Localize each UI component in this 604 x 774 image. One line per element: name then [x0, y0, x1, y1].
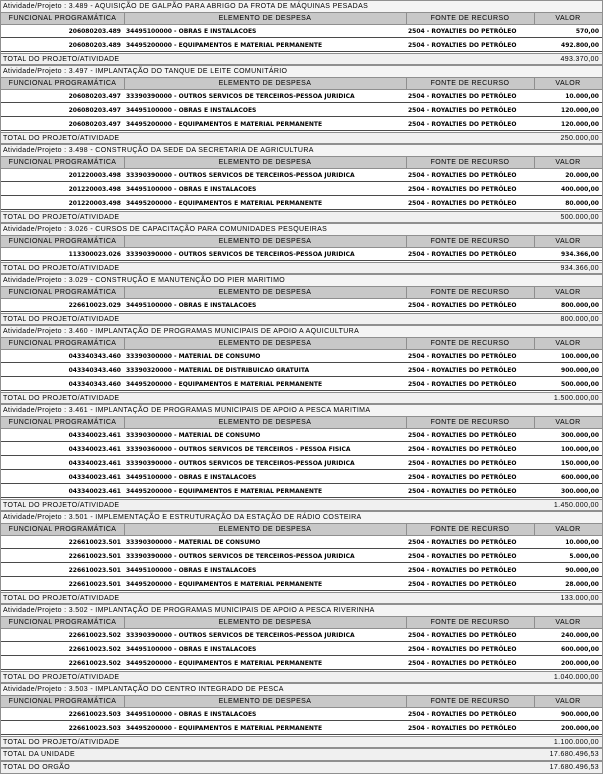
- funcional-cell: 226610023.501: [68, 567, 121, 574]
- table-header: [0, 523, 603, 536]
- elemento-cell: 34495100000 - OBRAS E INSTALACOES: [126, 28, 257, 35]
- valor-cell: 570,00: [575, 28, 599, 35]
- valor-cell: 400.000,00: [561, 186, 599, 193]
- project-title: Atividade/Projeto : 3.029 - CONSTRUÇÃO E MANUTENÇÃO DO PIER MARITIMO: [0, 274, 603, 286]
- table-row: [0, 457, 603, 471]
- total-label: TOTAL DO PROJETO/ATIVIDADE: [3, 502, 120, 509]
- project-total-row: [0, 736, 603, 748]
- total-label: TOTAL DO PROJETO/ATIVIDADE: [3, 316, 120, 323]
- fonte-cell: 2504 - ROYALTIES DO PETRÓLEO: [408, 381, 517, 388]
- column-header-fonte: FONTE DE RECURSO: [406, 696, 535, 709]
- table-row: [0, 39, 603, 53]
- elemento-cell: 34495200000 - EQUIPAMENTOS E MATERIAL PERMANENTE: [126, 121, 323, 128]
- table-row: [0, 104, 603, 118]
- table-row: [0, 364, 603, 378]
- column-header-fonte: FONTE DE RECURSO: [406, 524, 535, 537]
- column-header-elemento: ELEMENTO DE DESPESA: [124, 524, 407, 537]
- table-row: [0, 299, 603, 313]
- column-header-funcional: FUNCIONAL PROGRAMÁTICA: [1, 78, 125, 91]
- column-header-fonte: FONTE DE RECURSO: [406, 157, 535, 170]
- table-row: [0, 536, 603, 550]
- funcional-cell: 206080203.489: [68, 28, 121, 35]
- column-header-elemento: ELEMENTO DE DESPESA: [124, 13, 407, 26]
- column-header-funcional: FUNCIONAL PROGRAMÁTICA: [1, 417, 125, 430]
- valor-cell: 200.000,00: [561, 660, 599, 667]
- table-header: [0, 12, 603, 25]
- elemento-cell: 34495200000 - EQUIPAMENTOS E MATERIAL PERMANENTE: [126, 200, 323, 207]
- column-header-elemento: ELEMENTO DE DESPESA: [124, 338, 407, 351]
- elemento-cell: 33390390000 - OUTROS SERVICOS DE TERCEIROS-PESSOA JURIDICA: [126, 553, 355, 560]
- project-total-row: [0, 262, 603, 274]
- column-header-fonte: FONTE DE RECURSO: [406, 287, 535, 300]
- table-row: [0, 25, 603, 39]
- elemento-cell: 34495100000 - OBRAS E INSTALACOES: [126, 107, 257, 114]
- column-header-funcional: FUNCIONAL PROGRAMÁTICA: [1, 157, 125, 170]
- valor-cell: 500.000,00: [561, 381, 599, 388]
- project-total-row: [0, 132, 603, 144]
- column-header-fonte: FONTE DE RECURSO: [406, 13, 535, 26]
- column-header-elemento: ELEMENTO DE DESPESA: [124, 78, 407, 91]
- column-header-fonte: FONTE DE RECURSO: [406, 338, 535, 351]
- total-value: 250.000,00: [560, 135, 599, 142]
- elemento-cell: 34495200000 - EQUIPAMENTOS E MATERIAL PERMANENTE: [126, 488, 323, 495]
- project-title: Atividade/Projeto : 3.498 - CONSTRUÇÃO DA SEDE DA SECRETARIA DE AGRICULTURA: [0, 144, 603, 156]
- funcional-cell: 043340343.460: [68, 367, 121, 374]
- column-header-funcional: FUNCIONAL PROGRAMÁTICA: [1, 287, 125, 300]
- table-row: [0, 378, 603, 392]
- project-title: Atividade/Projeto : 3.497 - IMPLANTAÇÃO DO TANQUE DE LEITE COMUNITÁRIO: [0, 65, 603, 77]
- elemento-cell: 34495200000 - EQUIPAMENTOS E MATERIAL PERMANENTE: [126, 660, 323, 667]
- funcional-cell: 201220003.498: [68, 200, 121, 207]
- valor-cell: 150.000,00: [561, 460, 599, 467]
- fonte-cell: 2504 - ROYALTIES DO PETRÓLEO: [408, 474, 517, 481]
- valor-cell: 10.000,00: [565, 93, 599, 100]
- valor-cell: 120.000,00: [561, 107, 599, 114]
- valor-cell: 10.000,00: [565, 539, 599, 546]
- elemento-cell: 34495100000 - OBRAS E INSTALACOES: [126, 711, 257, 718]
- column-header-funcional: FUNCIONAL PROGRAMÁTICA: [1, 13, 125, 26]
- fonte-cell: 2504 - ROYALTIES DO PETRÓLEO: [408, 93, 517, 100]
- project-total-row: [0, 313, 603, 325]
- valor-cell: 20.000,00: [565, 172, 599, 179]
- valor-cell: 800.000,00: [561, 302, 599, 309]
- elemento-cell: 33390320000 - MATERIAL DE DISTRIBUICAO GRATUITA: [126, 367, 310, 374]
- total-label: TOTAL DO PROJETO/ATIVIDADE: [3, 595, 120, 602]
- fonte-cell: 2504 - ROYALTIES DO PETRÓLEO: [408, 432, 517, 439]
- column-header-valor: VALOR: [555, 526, 581, 533]
- fonte-cell: 2504 - ROYALTIES DO PETRÓLEO: [408, 186, 517, 193]
- elemento-cell: 33390390000 - OUTROS SERVICOS DE TERCEIROS-PESSOA JURIDICA: [126, 632, 355, 639]
- column-header-fonte: FONTE DE RECURSO: [406, 236, 535, 249]
- column-header-funcional: FUNCIONAL PROGRAMÁTICA: [1, 236, 125, 249]
- total-value: 1.040.000,00: [553, 674, 599, 681]
- funcional-cell: 226610023.502: [68, 646, 121, 653]
- table-row: [0, 197, 603, 211]
- elemento-cell: 34495100000 - OBRAS E INSTALACOES: [126, 567, 257, 574]
- table-header: [0, 235, 603, 248]
- table-row: [0, 485, 603, 499]
- elemento-cell: 34495200000 - EQUIPAMENTOS E MATERIAL PERMANENTE: [126, 381, 323, 388]
- column-header-valor: VALOR: [555, 419, 581, 426]
- valor-cell: 100.000,00: [561, 353, 599, 360]
- funcional-cell: 226610023.503: [68, 711, 121, 718]
- table-header: [0, 616, 603, 629]
- fonte-cell: 2504 - ROYALTIES DO PETRÓLEO: [408, 660, 517, 667]
- table-row: [0, 169, 603, 183]
- fonte-cell: 2504 - ROYALTIES DO PETRÓLEO: [408, 367, 517, 374]
- valor-cell: 120.000,00: [561, 121, 599, 128]
- table-row: [0, 708, 603, 722]
- fonte-cell: 2504 - ROYALTIES DO PETRÓLEO: [408, 28, 517, 35]
- funcional-cell: 226610023.501: [68, 581, 121, 588]
- project-title: Atividade/Projeto : 3.026 - CURSOS DE CAPACITAÇÃO PARA COMUNIDADES PESQUEIRAS: [0, 223, 603, 235]
- elemento-cell: 33390360000 - OUTROS SERVICOS DE TERCEIROS - PESSOA FISICA: [126, 446, 351, 453]
- valor-cell: 300.000,00: [561, 488, 599, 495]
- total-value: 800.000,00: [560, 316, 599, 323]
- total-value: 1.500.000,00: [553, 395, 599, 402]
- total-label: TOTAL DO PROJETO/ATIVIDADE: [3, 56, 120, 63]
- column-header-valor: VALOR: [555, 15, 581, 22]
- valor-cell: 492.800,00: [561, 42, 599, 49]
- funcional-cell: 206080203.497: [68, 107, 121, 114]
- grand-total-value: 17.680.496,53: [549, 751, 599, 758]
- funcional-cell: 226610023.501: [68, 539, 121, 546]
- column-header-elemento: ELEMENTO DE DESPESA: [124, 287, 407, 300]
- column-header-valor: VALOR: [555, 159, 581, 166]
- valor-cell: 5.000,00: [569, 553, 599, 560]
- table-header: [0, 695, 603, 708]
- funcional-cell: 043340343.460: [68, 381, 121, 388]
- elemento-cell: 34495100000 - OBRAS E INSTALACOES: [126, 302, 257, 309]
- funcional-cell: 226610023.029: [68, 302, 121, 309]
- valor-cell: 90.000,00: [565, 567, 599, 574]
- elemento-cell: 33390300000 - MATERIAL DE CONSUMO: [126, 353, 261, 360]
- fonte-cell: 2504 - ROYALTIES DO PETRÓLEO: [408, 553, 517, 560]
- valor-cell: 600.000,00: [561, 646, 599, 653]
- fonte-cell: 2504 - ROYALTIES DO PETRÓLEO: [408, 646, 517, 653]
- funcional-cell: 043340023.461: [68, 488, 121, 495]
- valor-cell: 900.000,00: [561, 711, 599, 718]
- table-header: [0, 286, 603, 299]
- fonte-cell: 2504 - ROYALTIES DO PETRÓLEO: [408, 567, 517, 574]
- funcional-cell: 043340023.461: [68, 460, 121, 467]
- funcional-cell: 206080203.497: [68, 121, 121, 128]
- total-value: 493.370,00: [560, 56, 599, 63]
- table-row: [0, 550, 603, 564]
- funcional-cell: 043340023.461: [68, 474, 121, 481]
- project-total-row: [0, 392, 603, 404]
- project-total-row: [0, 211, 603, 223]
- table-row: [0, 564, 603, 578]
- table-row: [0, 629, 603, 643]
- column-header-funcional: FUNCIONAL PROGRAMÁTICA: [1, 696, 125, 709]
- column-header-elemento: ELEMENTO DE DESPESA: [124, 417, 407, 430]
- elemento-cell: 33390390000 - OUTROS SERVICOS DE TERCEIROS-PESSOA JURIDICA: [126, 172, 355, 179]
- valor-cell: 900.000,00: [561, 367, 599, 374]
- column-header-elemento: ELEMENTO DE DESPESA: [124, 617, 407, 630]
- project-title: Atividade/Projeto : 3.501 - IMPLEMENTAÇÃO E ESTRUTURAÇÃO DA ESTAÇÃO DE RÁDIO COSTEIRA: [0, 511, 603, 523]
- elemento-cell: 34495200000 - EQUIPAMENTOS E MATERIAL PERMANENTE: [126, 581, 323, 588]
- funcional-cell: 201220003.498: [68, 172, 121, 179]
- project-title: Atividade/Projeto : 3.502 - IMPLANTAÇÃO DE PROGRAMAS MUNICIPAIS DE APOIO A PESCA RIVERINHA: [0, 604, 603, 616]
- elemento-cell: 34495100000 - OBRAS E INSTALACOES: [126, 646, 257, 653]
- elemento-cell: 34495200000 - EQUIPAMENTOS E MATERIAL PERMANENTE: [126, 725, 323, 732]
- project-title: Atividade/Projeto : 3.460 - IMPLANTAÇÃO DE PROGRAMAS MUNICIPAIS DE APOIO A AQUICULTURA: [0, 325, 603, 337]
- project-title: Atividade/Projeto : 3.503 - IMPLANTAÇÃO DO CENTRO INTEGRADO DE PESCA: [0, 683, 603, 695]
- valor-cell: 600.000,00: [561, 474, 599, 481]
- valor-cell: 28.000,00: [565, 581, 599, 588]
- total-label: TOTAL DO PROJETO/ATIVIDADE: [3, 214, 120, 221]
- table-row: [0, 183, 603, 197]
- fonte-cell: 2504 - ROYALTIES DO PETRÓLEO: [408, 251, 517, 258]
- fonte-cell: 2504 - ROYALTIES DO PETRÓLEO: [408, 460, 517, 467]
- organ-total-row: [0, 761, 603, 774]
- elemento-cell: 34495100000 - OBRAS E INSTALACOES: [126, 186, 257, 193]
- total-value: 500.000,00: [560, 214, 599, 221]
- table-row: [0, 429, 603, 443]
- fonte-cell: 2504 - ROYALTIES DO PETRÓLEO: [408, 353, 517, 360]
- valor-cell: 200.000,00: [561, 725, 599, 732]
- table-header: [0, 416, 603, 429]
- grand-total-value: 17.680.496,53: [549, 764, 599, 771]
- column-header-valor: VALOR: [555, 619, 581, 626]
- project-total-row: [0, 592, 603, 604]
- table-header: [0, 337, 603, 350]
- fonte-cell: 2504 - ROYALTIES DO PETRÓLEO: [408, 107, 517, 114]
- total-value: 934.366,00: [560, 265, 599, 272]
- column-header-valor: VALOR: [555, 80, 581, 87]
- column-header-funcional: FUNCIONAL PROGRAMÁTICA: [1, 338, 125, 351]
- valor-cell: 80.000,00: [565, 200, 599, 207]
- fonte-cell: 2504 - ROYALTIES DO PETRÓLEO: [408, 539, 517, 546]
- fonte-cell: 2504 - ROYALTIES DO PETRÓLEO: [408, 42, 517, 49]
- column-header-valor: VALOR: [555, 698, 581, 705]
- elemento-cell: 34495100000 - OBRAS E INSTALACOES: [126, 474, 257, 481]
- unit-total-row: [0, 748, 603, 761]
- elemento-cell: 34495200000 - EQUIPAMENTOS E MATERIAL PERMANENTE: [126, 42, 323, 49]
- column-header-funcional: FUNCIONAL PROGRAMÁTICA: [1, 617, 125, 630]
- column-header-fonte: FONTE DE RECURSO: [406, 78, 535, 91]
- table-row: [0, 443, 603, 457]
- funcional-cell: 043340343.460: [68, 353, 121, 360]
- table-row: [0, 643, 603, 657]
- funcional-cell: 043340023.461: [68, 432, 121, 439]
- column-header-valor: VALOR: [555, 340, 581, 347]
- total-label: TOTAL DO PROJETO/ATIVIDADE: [3, 739, 120, 746]
- total-value: 133.000,00: [560, 595, 599, 602]
- grand-total-label: TOTAL DA UNIDADE: [3, 751, 75, 758]
- total-value: 1.450.000,00: [553, 502, 599, 509]
- total-label: TOTAL DO PROJETO/ATIVIDADE: [3, 395, 120, 402]
- valor-cell: 100.000,00: [561, 446, 599, 453]
- total-label: TOTAL DO PROJETO/ATIVIDADE: [3, 674, 120, 681]
- fonte-cell: 2504 - ROYALTIES DO PETRÓLEO: [408, 488, 517, 495]
- column-header-fonte: FONTE DE RECURSO: [406, 617, 535, 630]
- table-row: [0, 657, 603, 671]
- fonte-cell: 2504 - ROYALTIES DO PETRÓLEO: [408, 581, 517, 588]
- funcional-cell: 206080203.489: [68, 42, 121, 49]
- table-row: [0, 471, 603, 485]
- funcional-cell: 226610023.501: [68, 553, 121, 560]
- table-row: [0, 90, 603, 104]
- fonte-cell: 2504 - ROYALTIES DO PETRÓLEO: [408, 200, 517, 207]
- column-header-valor: VALOR: [555, 238, 581, 245]
- table-header: [0, 77, 603, 90]
- fonte-cell: 2504 - ROYALTIES DO PETRÓLEO: [408, 121, 517, 128]
- column-header-elemento: ELEMENTO DE DESPESA: [124, 236, 407, 249]
- total-label: TOTAL DO PROJETO/ATIVIDADE: [3, 135, 120, 142]
- column-header-elemento: ELEMENTO DE DESPESA: [124, 696, 407, 709]
- project-total-row: [0, 53, 603, 65]
- elemento-cell: 33390390000 - OUTROS SERVICOS DE TERCEIROS-PESSOA JURIDICA: [126, 251, 355, 258]
- project-total-row: [0, 671, 603, 683]
- table-row: [0, 722, 603, 736]
- elemento-cell: 33390390000 - OUTROS SERVICOS DE TERCEIROS-PESSOA JURIDICA: [126, 93, 355, 100]
- valor-cell: 934.366,00: [561, 251, 599, 258]
- fonte-cell: 2504 - ROYALTIES DO PETRÓLEO: [408, 172, 517, 179]
- funcional-cell: 113300023.026: [68, 251, 121, 258]
- column-header-elemento: ELEMENTO DE DESPESA: [124, 157, 407, 170]
- project-title: Atividade/Projeto : 3.461 - IMPLANTAÇÃO DE PROGRAMAS MUNICIPAIS DE APOIO A PESCA MARITIMA: [0, 404, 603, 416]
- total-value: 1.100.000,00: [553, 739, 599, 746]
- table-row: [0, 350, 603, 364]
- total-label: TOTAL DO PROJETO/ATIVIDADE: [3, 265, 120, 272]
- fonte-cell: 2504 - ROYALTIES DO PETRÓLEO: [408, 725, 517, 732]
- valor-cell: 240.000,00: [561, 632, 599, 639]
- table-row: [0, 118, 603, 132]
- fonte-cell: 2504 - ROYALTIES DO PETRÓLEO: [408, 446, 517, 453]
- elemento-cell: 33390390000 - OUTROS SERVICOS DE TERCEIROS-PESSOA JURIDICA: [126, 460, 355, 467]
- column-header-valor: VALOR: [555, 289, 581, 296]
- project-total-row: [0, 499, 603, 511]
- grand-total-label: TOTAL DO ORGÃO: [3, 764, 71, 771]
- funcional-cell: 201220003.498: [68, 186, 121, 193]
- table-row: [0, 578, 603, 592]
- funcional-cell: 226610023.503: [68, 725, 121, 732]
- funcional-cell: 206080203.497: [68, 93, 121, 100]
- valor-cell: 300.000,00: [561, 432, 599, 439]
- elemento-cell: 33390300000 - MATERIAL DE CONSUMO: [126, 539, 261, 546]
- funcional-cell: 043340023.461: [68, 446, 121, 453]
- table-header: [0, 156, 603, 169]
- column-header-fonte: FONTE DE RECURSO: [406, 417, 535, 430]
- project-title: Atividade/Projeto : 3.489 - AQUISIÇÃO DE GALPÃO PARA ABRIGO DA FROTA DE MÁQUINAS PESADAS: [0, 0, 603, 12]
- elemento-cell: 33390300000 - MATERIAL DE CONSUMO: [126, 432, 261, 439]
- funcional-cell: 226610023.502: [68, 660, 121, 667]
- table-row: [0, 248, 603, 262]
- funcional-cell: 226610023.502: [68, 632, 121, 639]
- column-header-funcional: FUNCIONAL PROGRAMÁTICA: [1, 524, 125, 537]
- fonte-cell: 2504 - ROYALTIES DO PETRÓLEO: [408, 711, 517, 718]
- fonte-cell: 2504 - ROYALTIES DO PETRÓLEO: [408, 632, 517, 639]
- fonte-cell: 2504 - ROYALTIES DO PETRÓLEO: [408, 302, 517, 309]
